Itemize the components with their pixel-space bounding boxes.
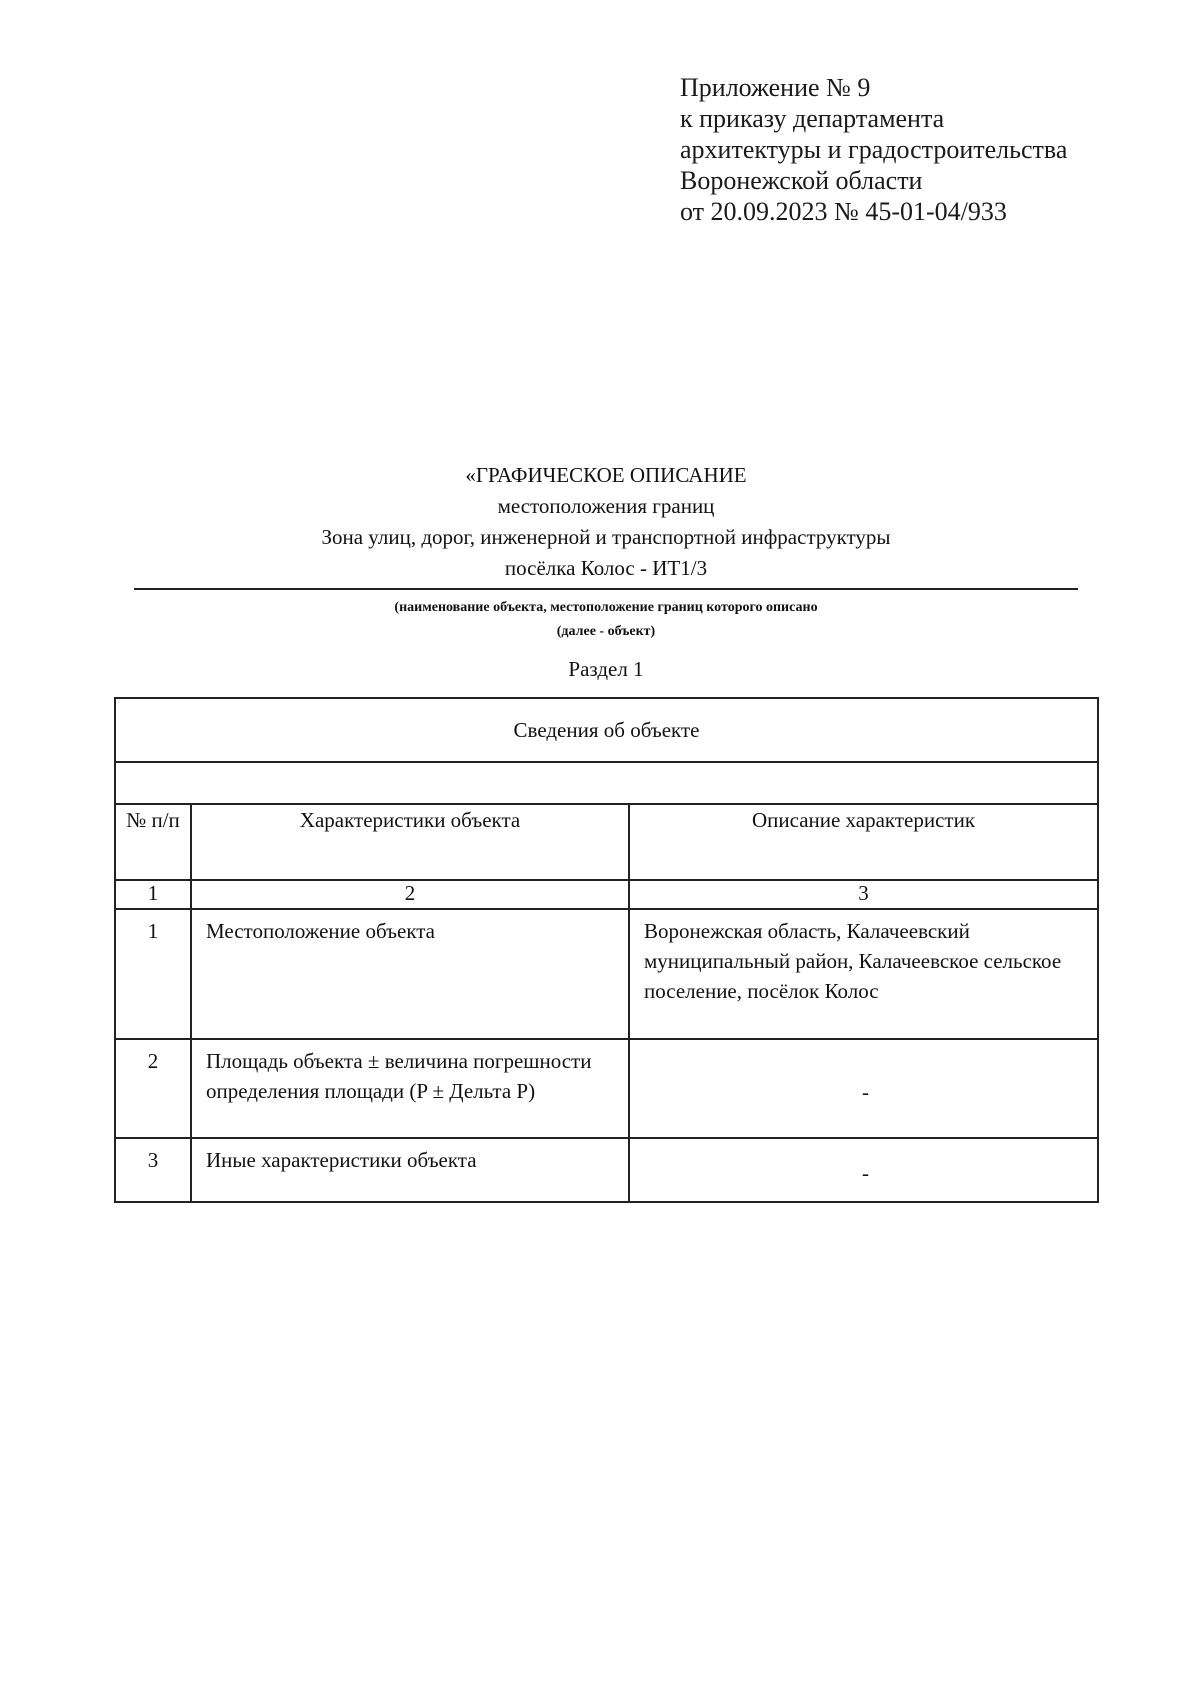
row-number: 1 [115, 909, 191, 1039]
appendix-department-line: архитектуры и градостроительства [680, 135, 1068, 164]
column-number: 1 [115, 880, 191, 909]
appendix-header [680, 72, 1067, 227]
caption-line-2: (далее - объект) [556, 624, 656, 639]
appendix-region-line: Воронежской области [680, 166, 923, 195]
table-heading: Сведения об объекте [115, 698, 1098, 762]
column-header-description: Описание характеристик [629, 804, 1098, 880]
title-line-1: «ГРАФИЧЕСКОЕ ОПИСАНИЕ [465, 463, 747, 487]
table-heading-row [115, 698, 1098, 762]
title-underline [134, 588, 1078, 590]
appendix-number: Приложение № 9 [680, 73, 871, 102]
object-caption [134, 596, 1078, 644]
row-characteristic: Иные характеристики объекта [191, 1138, 629, 1202]
row-number: 3 [115, 1138, 191, 1202]
row-characteristic: Местоположение объекта [191, 909, 629, 1039]
title-line-4: посёлка Колос - ИТ1/3 [504, 556, 708, 580]
column-header-characteristic: Характеристики объекта [191, 804, 629, 880]
row-number: 2 [115, 1039, 191, 1138]
title-line-2: местоположения границ [497, 494, 715, 518]
column-number: 2 [191, 880, 629, 909]
title-line-3: Зона улиц, дорог, инженерной и транспортной инфраструктуры [321, 525, 891, 549]
table-row [115, 909, 1098, 1039]
row-characteristic: Площадь объекта ± величина погрешности определения площади (P ± Дельта P) [191, 1039, 629, 1138]
object-info-table [114, 697, 1099, 1203]
table-row [115, 1039, 1098, 1138]
column-header-num: № п/п [115, 804, 191, 880]
table-empty-row [115, 762, 1098, 804]
column-number: 3 [629, 880, 1098, 909]
table-row [115, 1138, 1098, 1202]
column-number-row [115, 880, 1098, 909]
empty-cell [115, 762, 1098, 804]
row-description: - [629, 1039, 1098, 1138]
row-description: Воронежская область, Калачеевский муниципальный район, Калачеевское сельское поселение, посёлок Колос [629, 909, 1098, 1039]
caption-line-1: (наименование объекта, местоположение границ которого описано [394, 600, 818, 615]
section-label: Раздел 1 [568, 657, 644, 681]
row-description: - [629, 1138, 1098, 1202]
appendix-order-line: к приказу департамента [680, 104, 945, 133]
document-title [134, 460, 1078, 584]
column-header-row [115, 804, 1098, 880]
appendix-date-line: от 20.09.2023 № 45-01-04/933 [680, 197, 1007, 226]
